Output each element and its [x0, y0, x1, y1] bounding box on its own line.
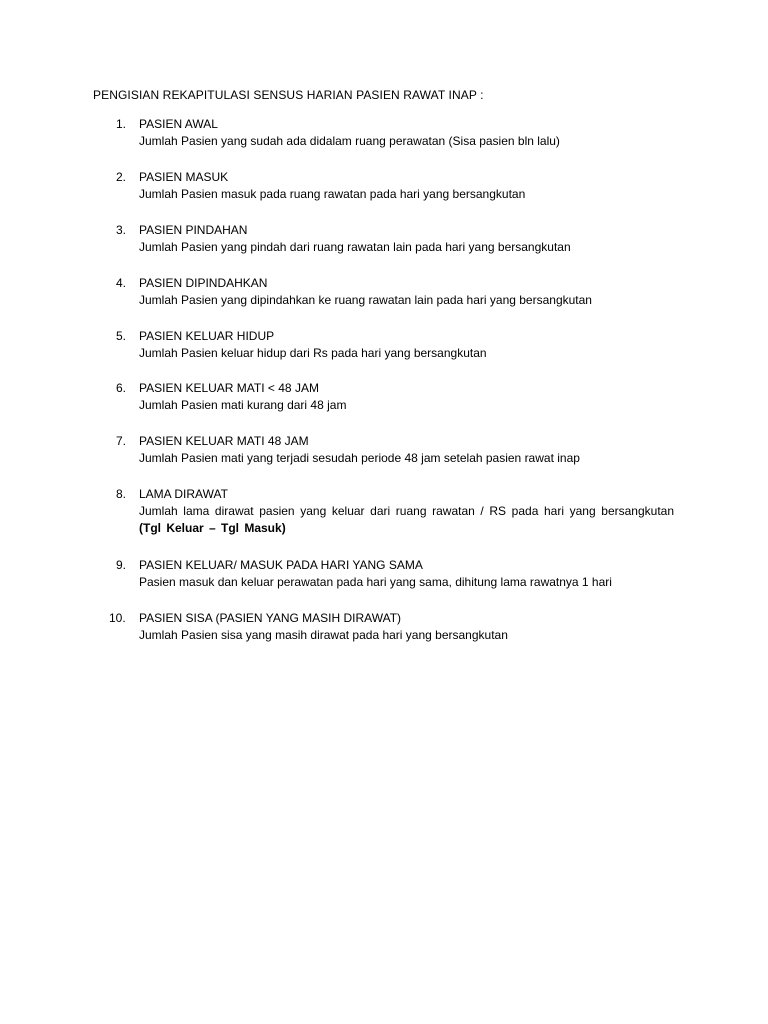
item-description: Jumlah Pasien keluar hidup dari Rs pada hari yang bersangkutan [139, 346, 487, 360]
item-description: Jumlah Pasien masuk pada ruang rawatan pada hari yang bersangkutan [139, 187, 526, 201]
item-number: 1. [116, 117, 127, 131]
item-description-formula: (Tgl Keluar – Tgl Masuk) [139, 521, 286, 535]
item-number: 5. [116, 329, 127, 343]
item-heading: PASIEN SISA (PASIEN YANG MASIH DIRAWAT) [139, 611, 402, 625]
item-description: Jumlah Pasien mati kurang dari 48 jam [139, 398, 347, 412]
item-number: 8. [116, 487, 127, 501]
item-heading: PASIEN DIPINDAHKAN [139, 276, 268, 290]
item-heading: PASIEN AWAL [139, 117, 218, 131]
item-number: 9. [116, 558, 127, 572]
item-number: 10. [109, 611, 126, 625]
item-heading: PASIEN KELUAR MATI < 48 JAM [139, 381, 319, 395]
item-description: Jumlah Pasien sisa yang masih dirawat pada hari yang bersangkutan [139, 628, 508, 642]
item-description: Jumlah Pasien yang sudah ada didalam ruang perawatan (Sisa pasien bln lalu) [139, 134, 560, 148]
item-number: 6. [116, 381, 127, 395]
item-heading: LAMA DIRAWAT [139, 487, 228, 501]
item-number: 2. [116, 170, 127, 184]
item-description: Jumlah Pasien mati yang terjadi sesudah periode 48 jam setelah pasien rawat inap [139, 451, 580, 465]
item-heading: PASIEN KELUAR HIDUP [139, 329, 275, 343]
item-description-text: Jumlah lama dirawat pasien yang keluar dari ruang rawatan / RS pada hari yang bersangkutan [139, 504, 674, 518]
item-number: 7. [116, 434, 127, 448]
document-title: PENGISIAN REKAPITULASI SENSUS HARIAN PASIEN RAWAT INAP : [93, 88, 484, 102]
item-number: 4. [116, 276, 127, 290]
item-heading: PASIEN KELUAR MATI 48 JAM [139, 434, 309, 448]
item-number: 3. [116, 223, 127, 237]
item-description: Jumlah Pasien yang dipindahkan ke ruang rawatan lain pada hari yang bersangkutan [139, 293, 592, 307]
item-description: Jumlah Pasien yang pindah dari ruang rawatan lain pada hari yang bersangkutan [139, 240, 571, 254]
item-heading: PASIEN PINDAHAN [139, 223, 248, 237]
item-heading: PASIEN MASUK [139, 170, 229, 184]
item-description: Pasien masuk dan keluar perawatan pada hari yang sama, dihitung lama rawatnya 1 hari [139, 575, 612, 589]
item-heading: PASIEN KELUAR/ MASUK PADA HARI YANG SAMA [139, 558, 423, 572]
item-description [139, 503, 674, 537]
